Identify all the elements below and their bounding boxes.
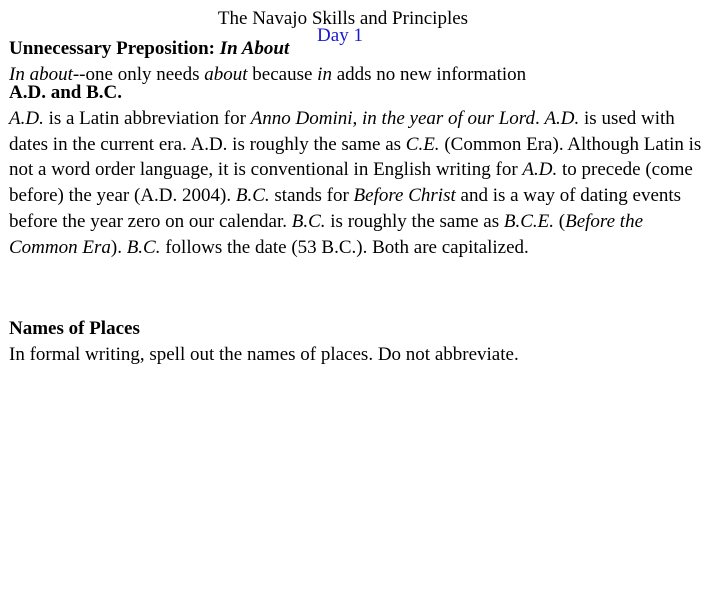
heading-label: Unnecessary Preposition:: [9, 38, 215, 59]
text-span: B.C.E.: [503, 210, 555, 232]
section-names-of-places: [9, 316, 714, 368]
text-span: about: [204, 64, 248, 85]
text-span: A.D.: [9, 107, 44, 129]
text-span: because: [247, 64, 318, 85]
section-heading: [9, 36, 714, 62]
section-heading: A.D. and B.C.: [9, 82, 122, 103]
text-span: B.C.: [235, 185, 270, 207]
text-span: B.C.: [126, 236, 161, 258]
text-span: in the year of our Lord: [362, 107, 535, 129]
text-span: Before Christ: [353, 185, 456, 207]
text-span: B.C.: [291, 210, 326, 232]
text-span: A.D.: [522, 159, 558, 181]
section-heading: Names of Places: [9, 318, 140, 339]
text-span: C.E.: [405, 133, 440, 155]
text-span: ).: [110, 236, 127, 258]
text-span: and is a way of dating events before the year zero on our calendar.: [9, 185, 682, 232]
text-span: stands for: [269, 185, 354, 207]
text-span: is roughly the same as: [325, 210, 504, 232]
text-span: In about: [9, 64, 73, 85]
text-span: adds no new information: [331, 64, 527, 85]
page-title: The Navajo Skills and Principles: [217, 8, 469, 29]
text-span: Anno Domini: [250, 107, 353, 129]
text-span: follows the date (53 B.C.). Both are capitalized.: [160, 236, 529, 258]
text-span: Before the Common Era: [9, 210, 644, 258]
text-span: A.D.: [544, 107, 580, 129]
text-span: is used with dates in the current era. A.D. is roughly the same as: [9, 107, 675, 155]
text-span: --one only needs: [72, 64, 205, 85]
text-span: ,: [352, 107, 363, 129]
section-body: In formal writing, spell out the names of places. Do not abbreviate.: [9, 344, 519, 365]
text-span: (: [554, 210, 566, 232]
text-span: (Common Era). Although Latin is not a word order language, it is conventional in English writing for: [9, 133, 702, 181]
day-label: Day 1: [317, 25, 363, 46]
text-span: in: [317, 64, 332, 85]
text-span: to precede (come before) the year (A.D. 2004).: [9, 159, 693, 207]
section-body: [9, 106, 714, 261]
text-span: .: [534, 107, 545, 129]
heading-term: In About: [219, 38, 290, 59]
text-span: is a Latin abbreviation for: [43, 107, 251, 129]
section-ad-bc: [9, 80, 714, 261]
